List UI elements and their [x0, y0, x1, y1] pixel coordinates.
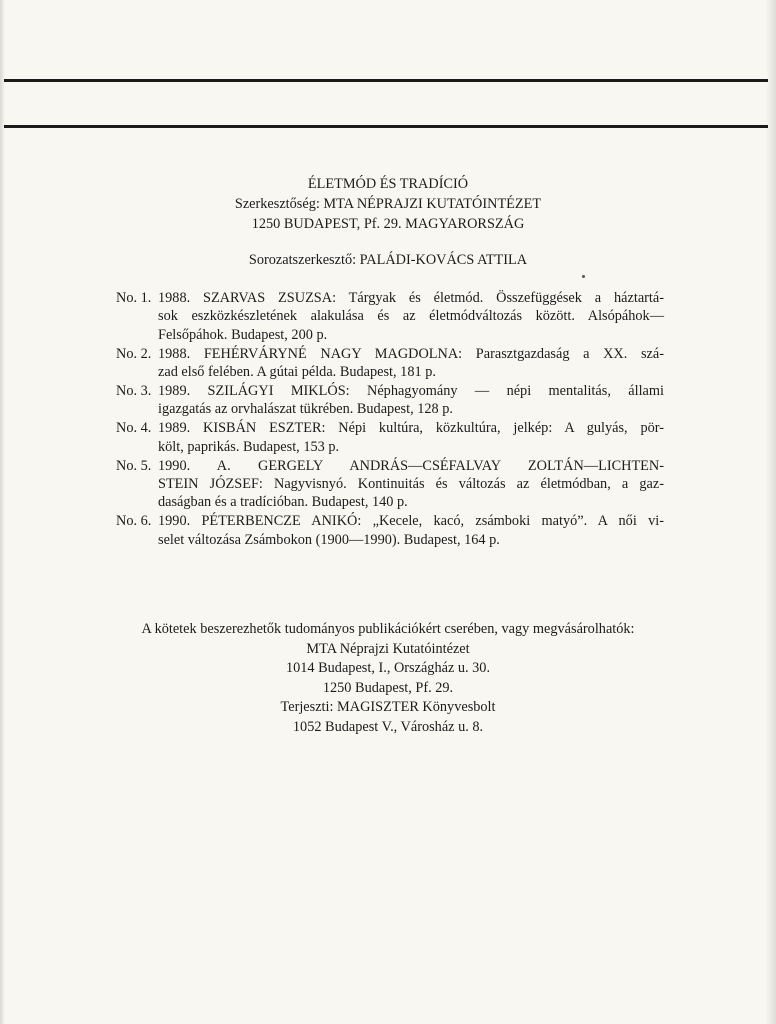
editorial-office: Szerkesztőség: MTA NÉPRAJZI KUTATÓINTÉZET [234, 196, 542, 212]
entry-text [158, 419, 664, 456]
list-item [0, 345, 776, 382]
entry-line: 1990. PÉTERBENCZE ANIKÓ: „Kecele, kacó, zsámboki matyó”. A női vi- [158, 513, 664, 530]
distributor: Terjeszti: MAGISZTER Könyvesbolt [280, 699, 496, 716]
entry-line: 1988. FEHÉRVÁRYNÉ NAGY MAGDOLNA: Parasztgazdaság a XX. szá- [158, 345, 664, 362]
ordering-intro: A kötetek beszerezhetők tudományos publikációkért cserében, vagy megvásárolhatók: [141, 621, 635, 637]
entry-line: 1990. A. GERGELY ANDRÁS—CSÉFALVAY ZOLTÁN—LICHTEN- [158, 457, 664, 474]
entry-line: 1989. KISBÁN ESZTER: Népi kultúra, közkultúra, jelkép: A gulyás, pör- [158, 420, 664, 437]
office-address: 1250 BUDAPEST, Pf. 29. MAGYARORSZÁG [251, 216, 525, 232]
series-header [0, 174, 776, 234]
entry-line: selet változása Zsámbokon (1900—1990). Budapest, 164 p. [158, 531, 500, 548]
list-item [0, 512, 776, 549]
list-item [0, 457, 776, 512]
series-editor: Sorozatszerkesztő: PALÁDI-KOVÁCS ATTILA [248, 252, 528, 268]
entry-number: No. 6. [116, 513, 152, 530]
entry-line: STEIN JÓZSEF: Nagyvisnyó. Kontinuitás és változás az életmódban, a gaz- [158, 476, 664, 493]
entry-number: No. 3. [116, 383, 152, 400]
distributor-address: 1052 Budapest V., Városház u. 8. [292, 718, 484, 735]
entry-text [158, 457, 664, 512]
entry-line: Felsőpáhok. Budapest, 200 p. [158, 326, 328, 343]
entry-number: No. 5. [116, 457, 152, 474]
entry-number: No. 4. [116, 420, 152, 437]
entry-line: költ, paprikás. Budapest, 153 p. [158, 438, 340, 455]
postal-address: 1250 Budapest, Pf. 29. [322, 679, 454, 696]
institute-address: 1014 Budapest, I., Országház u. 30. [285, 660, 491, 677]
ordering-info [0, 620, 776, 738]
entry-number: No. 2. [116, 345, 152, 362]
entry-line: daságban és a tradícióban. Budapest, 140 p. [158, 494, 408, 511]
entry-line: sok eszközkészletének alakulása és az életmódváltozás között. Alsópáhok— [158, 308, 664, 325]
entry-text [158, 382, 664, 419]
top-rule [4, 79, 768, 82]
institute-name: MTA Néprajzi Kutatóintézet [306, 640, 470, 657]
list-item [0, 289, 776, 344]
speck [582, 275, 585, 278]
volume-list [0, 289, 776, 550]
entry-line: zad első felében. A gútai példa. Budapest, 181 p. [158, 364, 436, 381]
series-title: ÉLETMÓD ÉS TRADÍCIÓ [307, 176, 469, 192]
list-item [0, 419, 776, 456]
second-rule [4, 125, 768, 128]
entry-line: 1988. SZARVAS ZSUZSA: Tárgyak és életmód. Összefüggések a háztartá- [158, 290, 664, 306]
entry-line: 1989. SZILÁGYI MIKLÓS: Néphagyomány — népi mentalitás, állami [158, 383, 664, 400]
entry-number: No. 1. [116, 290, 152, 306]
entry-text [158, 345, 664, 382]
entry-text [158, 289, 664, 344]
entry-text [158, 512, 664, 549]
entry-line: igazgatás az orvhalászat tükrében. Budapest, 128 p. [158, 401, 453, 418]
list-item [0, 382, 776, 419]
